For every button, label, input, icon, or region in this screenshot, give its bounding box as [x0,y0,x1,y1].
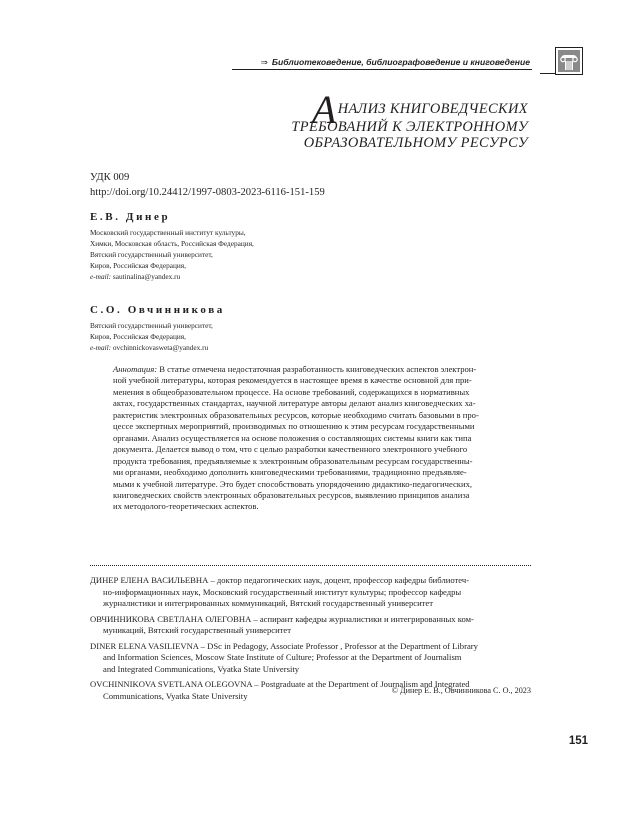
author-affiliation-2: Вятский государственный университет, Киров, Российская Федерация, e-mail: ovchinnickovasweta@yandex.ru [90,321,213,352]
running-header [0,57,530,68]
page-number: 151 [568,735,588,747]
title-line-3: ОБРАЗОВАТЕЛЬНОМУ РЕСУРСУ [303,134,528,151]
bio-diner-en: DINER ELENA VASILIEVNA – DSc in Pedagogy, Associate Professor , Professor at the Department of Library and Information Sciences, Moscow State Institute of Culture; Professor at the Department of Journalism and Integrated Communications, Vyatka State University [90,640,478,675]
abstract: Аннотация: В статье отмечена недостаточная разработанность книговедческих аспектов электрон- ной учебной литературы, которая рекомендуется в настоящее время в качестве основной для при- менения в общеобразовательном процессе. На основе требований, содержащихся в нормативных актах, государственных стандартах, научной литературе авторы делают анализ книговедческих ха- рактеристик электронных образовательных ресурсов, которые необходимо считать базовыми в про- цессе экспертных мероприятий, производимых по отношению к этим ресурсам государственными органами. Анализ осуществляется на основе положения о составляющих системы книги как типа документа. Делается вывод о том, что с целью разработки качественного электронного учебного продукта требования, предъявляемые к электронным образовательным ресурсам государственны- ми органами, необходимо дополнить книговедческими требованиями, традиционно предъявляе- мыми к учебной литературе. Это будет способствовать упорядочению дидактико-педагогических, книговедческих свойств электронных образовательных ресурсов, выявлению принципов анализа их методолого-теоретических аспектов. [113,364,479,512]
dotted-divider [90,565,531,566]
title-line-2: ТРЕБОВАНИЙ К ЭЛЕКТРОННОМУ [291,119,528,135]
article-title [290,87,528,151]
author-affiliation-1: Московский государственный институт культуры, Химки, Московская область, Российская Федерация, Вятский государственный университет, Киров, Российская Федерация, e-mail: sautinalina@yandex.ru [90,228,254,281]
copyright: © Динер Е. В., Овчинникова С. О., 2023 [391,686,531,695]
udk: УДК 009 [90,172,130,183]
title-initial: А [311,87,337,132]
author-name-2: С.О. Овчинникова [90,304,225,316]
bio-ovchinnikova-en: OVCHINNIKOVA SVETLANA OLEGOVNA – Postgraduate at the Department of Journalism and Integrated Communications, Vyatka State University [90,679,470,702]
column-capital-icon [555,47,583,75]
author-email-2[interactable]: ovchinnickovasweta@yandex.ru [112,343,209,352]
author-name-1: Е.В. Динер [90,211,171,223]
bio-diner-ru: ДИНЕР ЕЛЕНА ВАСИЛЬЕВНА – доктор педагогических наук, доцент, профессор кафедры библиотеч- но-информационных наук, Московский государственный институт культуры; профессор кафедры журналистики и интегрированных коммуникаций, Вятский государственный университет [90,575,470,609]
abstract-label: Аннотация: [113,364,158,374]
section-title: Библиотековедение, библиографоведение и книговедение [271,57,530,67]
author-email-1[interactable]: sautinalina@yandex.ru [112,272,181,281]
title-line-1: АНАЛИЗ КНИГОВЕДЧЕСКИХ [311,87,528,132]
bio-ovchinnikova-ru: ОВЧИННИКОВА СВЕТЛАНА ОЛЕГОВНА – аспирант кафедры журналистики и интегрированных ком- муникаций, Вятский государственный университет [90,613,474,636]
arrow-icon: ⇒ [260,57,268,67]
header-rule [232,69,532,70]
doi-link[interactable]: http://doi.org/10.24412/1997-0803-2023-6116-151-159 [90,187,325,198]
